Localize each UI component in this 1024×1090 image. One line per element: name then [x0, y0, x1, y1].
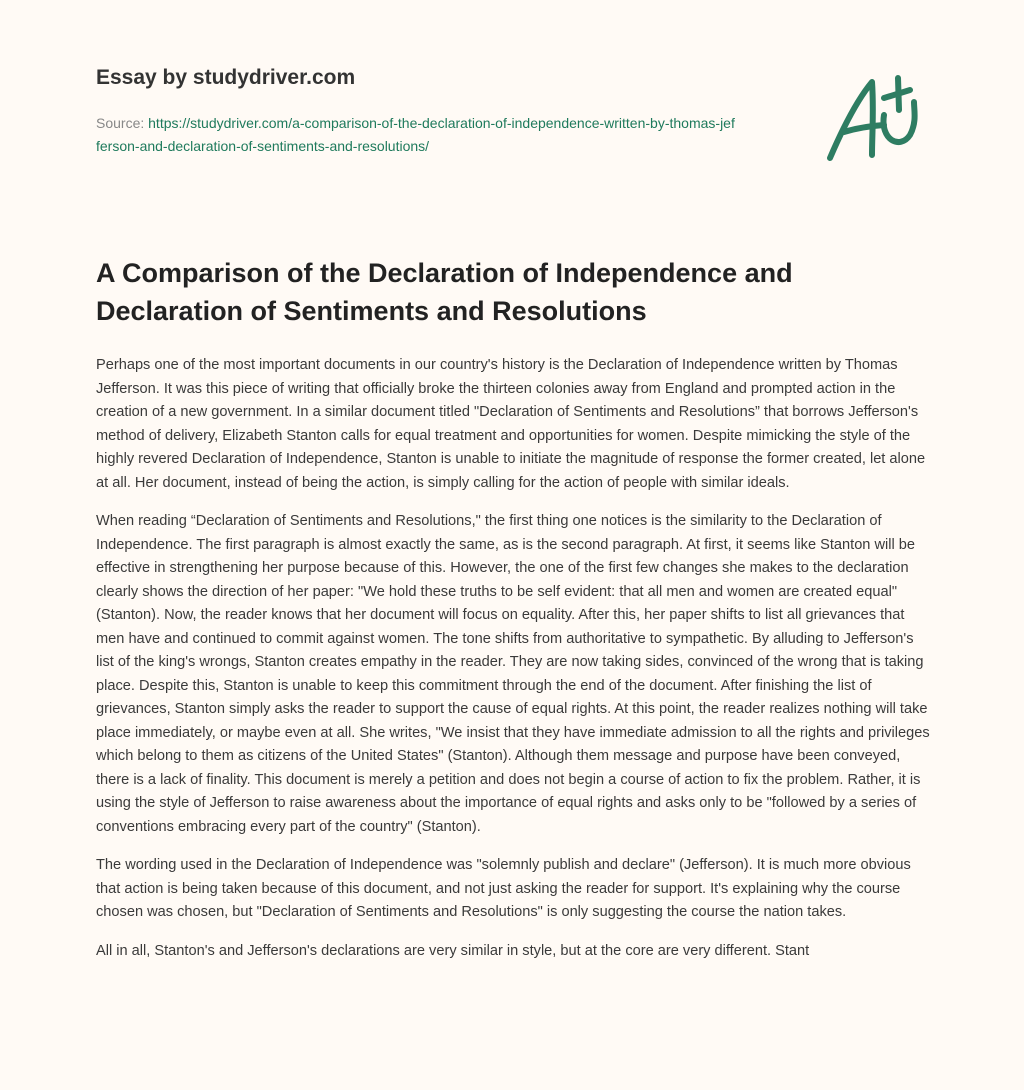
paragraph: When reading “Declaration of Sentiments and Resolutions," the first thing one notices is the similarity to the Declaration of Independence. The first paragraph is almost exactly the same, as is the second paragraph. At first, it seems like Stanton will be effective in strengthening her purpose because of this. However, the one of the first few changes she makes to the declaration clearly shows the direction of her paper: "We hold these truths to be self evident: that all men and women are created equal" (Stanton). Now, the reader knows that her document will focus on equality. After this, her paper shifts to list all grievances that men have and continued to commit against women. The tone shifts from authoritative to sympathetic. By alluding to Jefferson's list of the king's wrongs, Stanton creates empathy in the reader. They are now taking sides, convinced of the wrong that is taking place. Despite this, Stanton is unable to keep this commitment through the end of the document. After finishing the list of grievances, Stanton simply asks the reader to support the cause of equal rights. At this point, the reader realizes nothing will take place immediately, or maybe even at all. She writes, "We insist that they have immediate admission to all the rights and privileges which belong to them as citizens of the United States" (Stanton). Although them message and purpose have been conveyed, there is a lack of finality. This document is merely a petition and does not begin a course of action to fix the problem. Rather, it is using the style of Jefferson to raise awareness about the importance of equal rights and asks only to be "followed by a series of conventions embracing every part of the country" (Stanton). [96, 513, 930, 835]
a-plus-logo-icon [822, 70, 932, 170]
site-brand: Essay by studydriver.com [96, 66, 356, 89]
paragraph: All in all, Stanton's and Jefferson's declarations are very similar in style, but at the core are very different. Stant [96, 942, 810, 959]
article-body [96, 354, 930, 978]
source-link[interactable]: https://studydriver.com/a-comparison-of-the-declaration-of-independence-written-by-thomas-jefferson-and-declaration-of-sentiments-and-resolutions/ [96, 115, 735, 154]
paragraph: Perhaps one of the most important documents in our country's history is the Declaration of Independence written by Thomas Jefferson. It was this piece of writing that officially broke the thirteen colonies away from England and prompted action in the creation of a new government. In a similar document titled "Declaration of Sentiments and Resolutions” that borrows Jefferson's method of delivery, Elizabeth Stanton calls for equal treatment and opportunities for women. Despite mimicking the style of the highly revered Declaration of Independence, Stanton is unable to initiate the magnitude of response the former created, let alone at all. Her document, instead of being the action, is simply calling for the action of people with similar ideals. [96, 357, 926, 491]
paragraph: The wording used in the Declaration of Independence was "solemnly publish and declare" (Jefferson). It is much more obvious that action is being taken because of this document, and not just asking the reader for support. It's explaining why the course chosen was chosen, but "Declaration of Sentiments and Resolutions" is only suggesting the course the nation takes. [96, 857, 911, 920]
article-title: A Comparison of the Declaration of Independence and Declaration of Sentiments and Resolutions [96, 258, 793, 326]
source-line [96, 112, 736, 158]
source-label: Source: [96, 115, 145, 131]
